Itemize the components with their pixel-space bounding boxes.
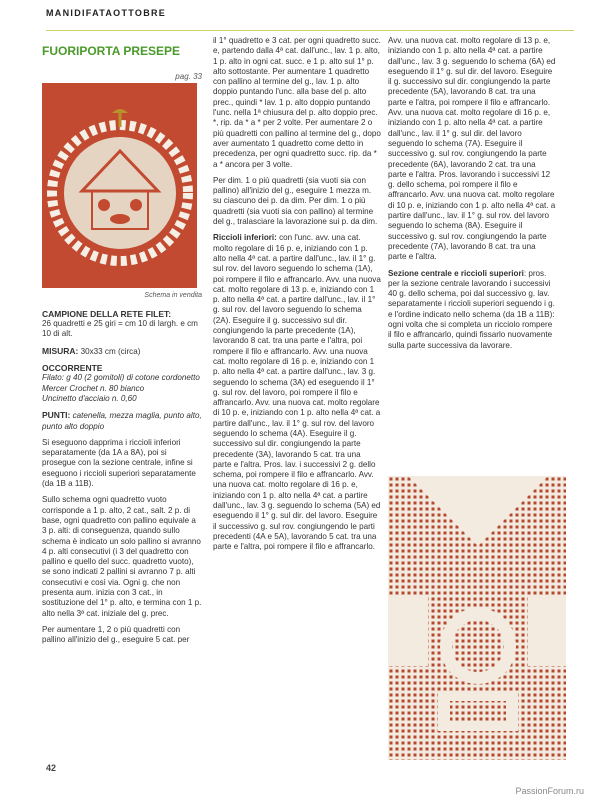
- increase-paragraph: Per aumentare 1, 2 o più quadretti con pallino all'inizio del g., eseguire 5 cat. per: [42, 624, 190, 645]
- increase-paragraph-cont: il 1° quadretto e 3 cat. per ogni quadretto succ. e, partendo dalla 4ª cat. dall'unc., lav. 1 p. alto, 1 p. alto in ogni cat. succ. e 1 p. alto sul 1° p. alto sottostante. Per aumentare 1 quadretto con pallino al termine del g., lav. 1 p. alto doppio puntando l'unc. alla base del p. alto prec., quindi * lav. 1 p. alto doppio puntando l'unc. nella 1ª chiusura del p. alto doppio prec. *, rip. da * a * per 2 volte. Per aumentare 2 o più quadretti con pallino al termine del g., dopo aver aumentato 1 quadretto come detto in precedenza, per ogni quadretto succ. rip. da * a * ancora per 3 volte.: [213, 36, 381, 169]
- filet-detail-photo: [388, 476, 566, 760]
- brand-name: MANIDIFATA: [46, 8, 114, 18]
- central-section-heading: Sezione centrale e riccioli superiori: [388, 268, 524, 278]
- page-number: 42: [46, 763, 57, 773]
- points-text: catenella, mezza maglia, punto alto, punto alto doppio: [42, 411, 202, 431]
- lower-curls-cont: Avv. una nuova cat. molto regolare di 13 p. e, iniziando con 1 p. alto nella 4ª cat. a partire dall'unc., lav. 3 g. seguendo lo schema (6A) ed eseguendo il 1° g. sul dir. del lavoro. Eseguire il g. successivo sul dir. congiungendo la parte precedente (5A), lavorando 8 cat. tra una parte e l'altra, poi rompere il filo e affrancarlo. Avv. una nuova cat. molto regolare di 16 p. e, iniziando con 1 p. alto nella 4ª cat. a partire dall'unc., lav. il 1° g. sul dir. del lavoro seguendo lo schema (7A). Eseguire il successivo g. sul rov. congiungendo la parte precedente (6A), lavorando 2 cat. tra una parte e l'altra. Pros. lavorando i successivi 12 g. dello schema, poi rompere il filo e affrancarlo. Avv. una nuova cat. molto regolare di 10 p. e, iniziando con 1 p. alto nella 4ª cat. a partire dall'unc., lav. il 1° g. sul rov. del lavoro seguendo lo schema (8A). Eseguire il successivo g. sul rov. congiungendo la parte precedente (7A), lavorando 8 cat. tra una parte e l'altra.: [388, 36, 556, 262]
- column-2: [213, 36, 381, 559]
- intro-paragraph: Si eseguono dapprima i riccioli inferiori separatamente (da 1A a 8A), poi si prosegue con la sezione centrale, infine si eseguono i riccioli superiori separatamente (da 1B a 11B).: [42, 437, 196, 489]
- column-1: [42, 36, 202, 652]
- needs-text-2: Uncinetto d'acciaio n. 0,60: [42, 393, 137, 403]
- column-3: [388, 36, 556, 357]
- decrease-paragraph: Per dim. 1 o più quadretti (sia vuoti sia con pallino) all'inizio del g., eseguire 1 mezza m. su ciascuno dei p. da dim. Per dim. 1 o più quadretti (sia vuoti sia con pallino) al termine del g., tralasciare la lavorazione sui p. da dim.: [213, 175, 378, 227]
- size-heading: MISURA:: [42, 345, 79, 356]
- needs-text: Filato: g 40 (2 gomitoli) di cotone cordonetto Mercer Crochet n. 80 bianco: [42, 373, 200, 393]
- product-photo: [42, 83, 197, 288]
- header-rule: [46, 30, 574, 31]
- sample-text: 26 quadretti e 25 giri = cm 10 di largh. e cm 10 di alt.: [42, 319, 198, 339]
- photo-caption: Schema in vendita: [144, 291, 202, 299]
- issue-month: OTTOBRE: [113, 8, 167, 18]
- lower-curls-text: con l'unc. avv. una cat. molto regolare di 16 p. e, iniziando con 1 p. alto nella 4ª cat. a partire dall'unc., lav. il 1° g. sul rov. del lavoro seguendo lo schema (1A), poi rompere il filo e affrancarlo. Avv. una nuova cat. molto regolare di 13 p. e, iniziando con 1 p. alto nella 4ª cat. a partire dall'unc., lav. il 1° g. sul rov. del lavoro seguendo lo schema (2A). Eseguire il g. successivo sul dir. congiungendo la parte precedente (1A), lavorando 8 cat. tra una parte e l'altra, poi rompere il filo e affrancarlo. Avv. una nuova cat. molto regolare di 16 p. e, iniziando con 1 p. alto nella 4ª cat. a partire dall'unc., lav. 3 g. seguendo lo schema (3A) ed eseguendo il 1° g. sul rov. del lavoro, poi rompere il filo e affrancarlo. Avv. una nuova cat. molto regolare di 10 p. e, iniziando con 1 p. alto nella 4ª cat. a partire dall'unc., lav. il 1° g. sul rov. del lavoro seguendo lo schema (4A). Eseguire il g. successivo sul dir. congiungendo la parte precedente (3A), lavorando 5 cat. tra una parte e l'altra. Pros. lav. i successivi 2 g. dello schema, poi rompere il filo e affrancarlo. Avv. una nuova cat. molto regolare di 16 p. e, iniziando con 1 p. alto nella 4ª cat. a partire dall'unc., lav. 3 g. seguendo lo schema (5A) ed eseguendo il 1° g. sul dir. del lavoro. Eseguire il successivo g. sul rov. congiungendo le parti precedenti (4A e 5A), lavorando 5 cat. tra una parte e l'altra, poi rompere il filo e affrancarlo.: [213, 233, 381, 552]
- size-text: 30x33 cm (circa): [80, 346, 141, 356]
- central-section-text: : pros. per la sezione centrale lavorando i successivi 40 g. dello schema, poi dal successivo g. lav. separatamente i riccioli superiori seguendo i g. e l'ordine indicato nello schema (da 1B a 11B): ogni volta che si completa un ricciolo rompere il filo e affrancarlo, quindi fissarlo nuovamente sulla parte successiva da lavorare.: [388, 268, 555, 350]
- needs-heading: OCCORRENTE: [42, 363, 103, 374]
- sample-heading: CAMPIONE DELLA RETE FILET:: [42, 308, 172, 319]
- magazine-header: [46, 8, 166, 18]
- watermark: PassionForum.ru: [515, 786, 584, 796]
- filet-closeup-image: [388, 476, 566, 760]
- lower-curls-heading: Riccioli inferiori:: [213, 233, 277, 243]
- lace-doily-image: [42, 83, 197, 288]
- page-reference: pag. 33: [175, 72, 202, 82]
- points-heading: PUNTI:: [42, 410, 71, 421]
- article-title: FUORIPORTA PRESEPE: [42, 44, 181, 58]
- scheme-paragraph: Sullo schema ogni quadretto vuoto corrisponde a 1 p. alto, 2 cat., salt. 2 p. di base, ogni quadretto con pallino equivale a 3 p. alti: di conseguenza, quando sullo schema è indicato un solo pallino si avranno 4 p. alti consecutivi (i 3 del quadretto con pallino e quello del succ. quadretto vuoto), se sono indicati 2 pallini si avranno 7 p. alti consecutivi e così via. Ogni g. che non presenta aum. inizia con 3 cat., in sostituzione del 1° p. alto, e termina con 1 p. alto nella 3ª cat. iniziale del g. prec.: [42, 495, 202, 618]
